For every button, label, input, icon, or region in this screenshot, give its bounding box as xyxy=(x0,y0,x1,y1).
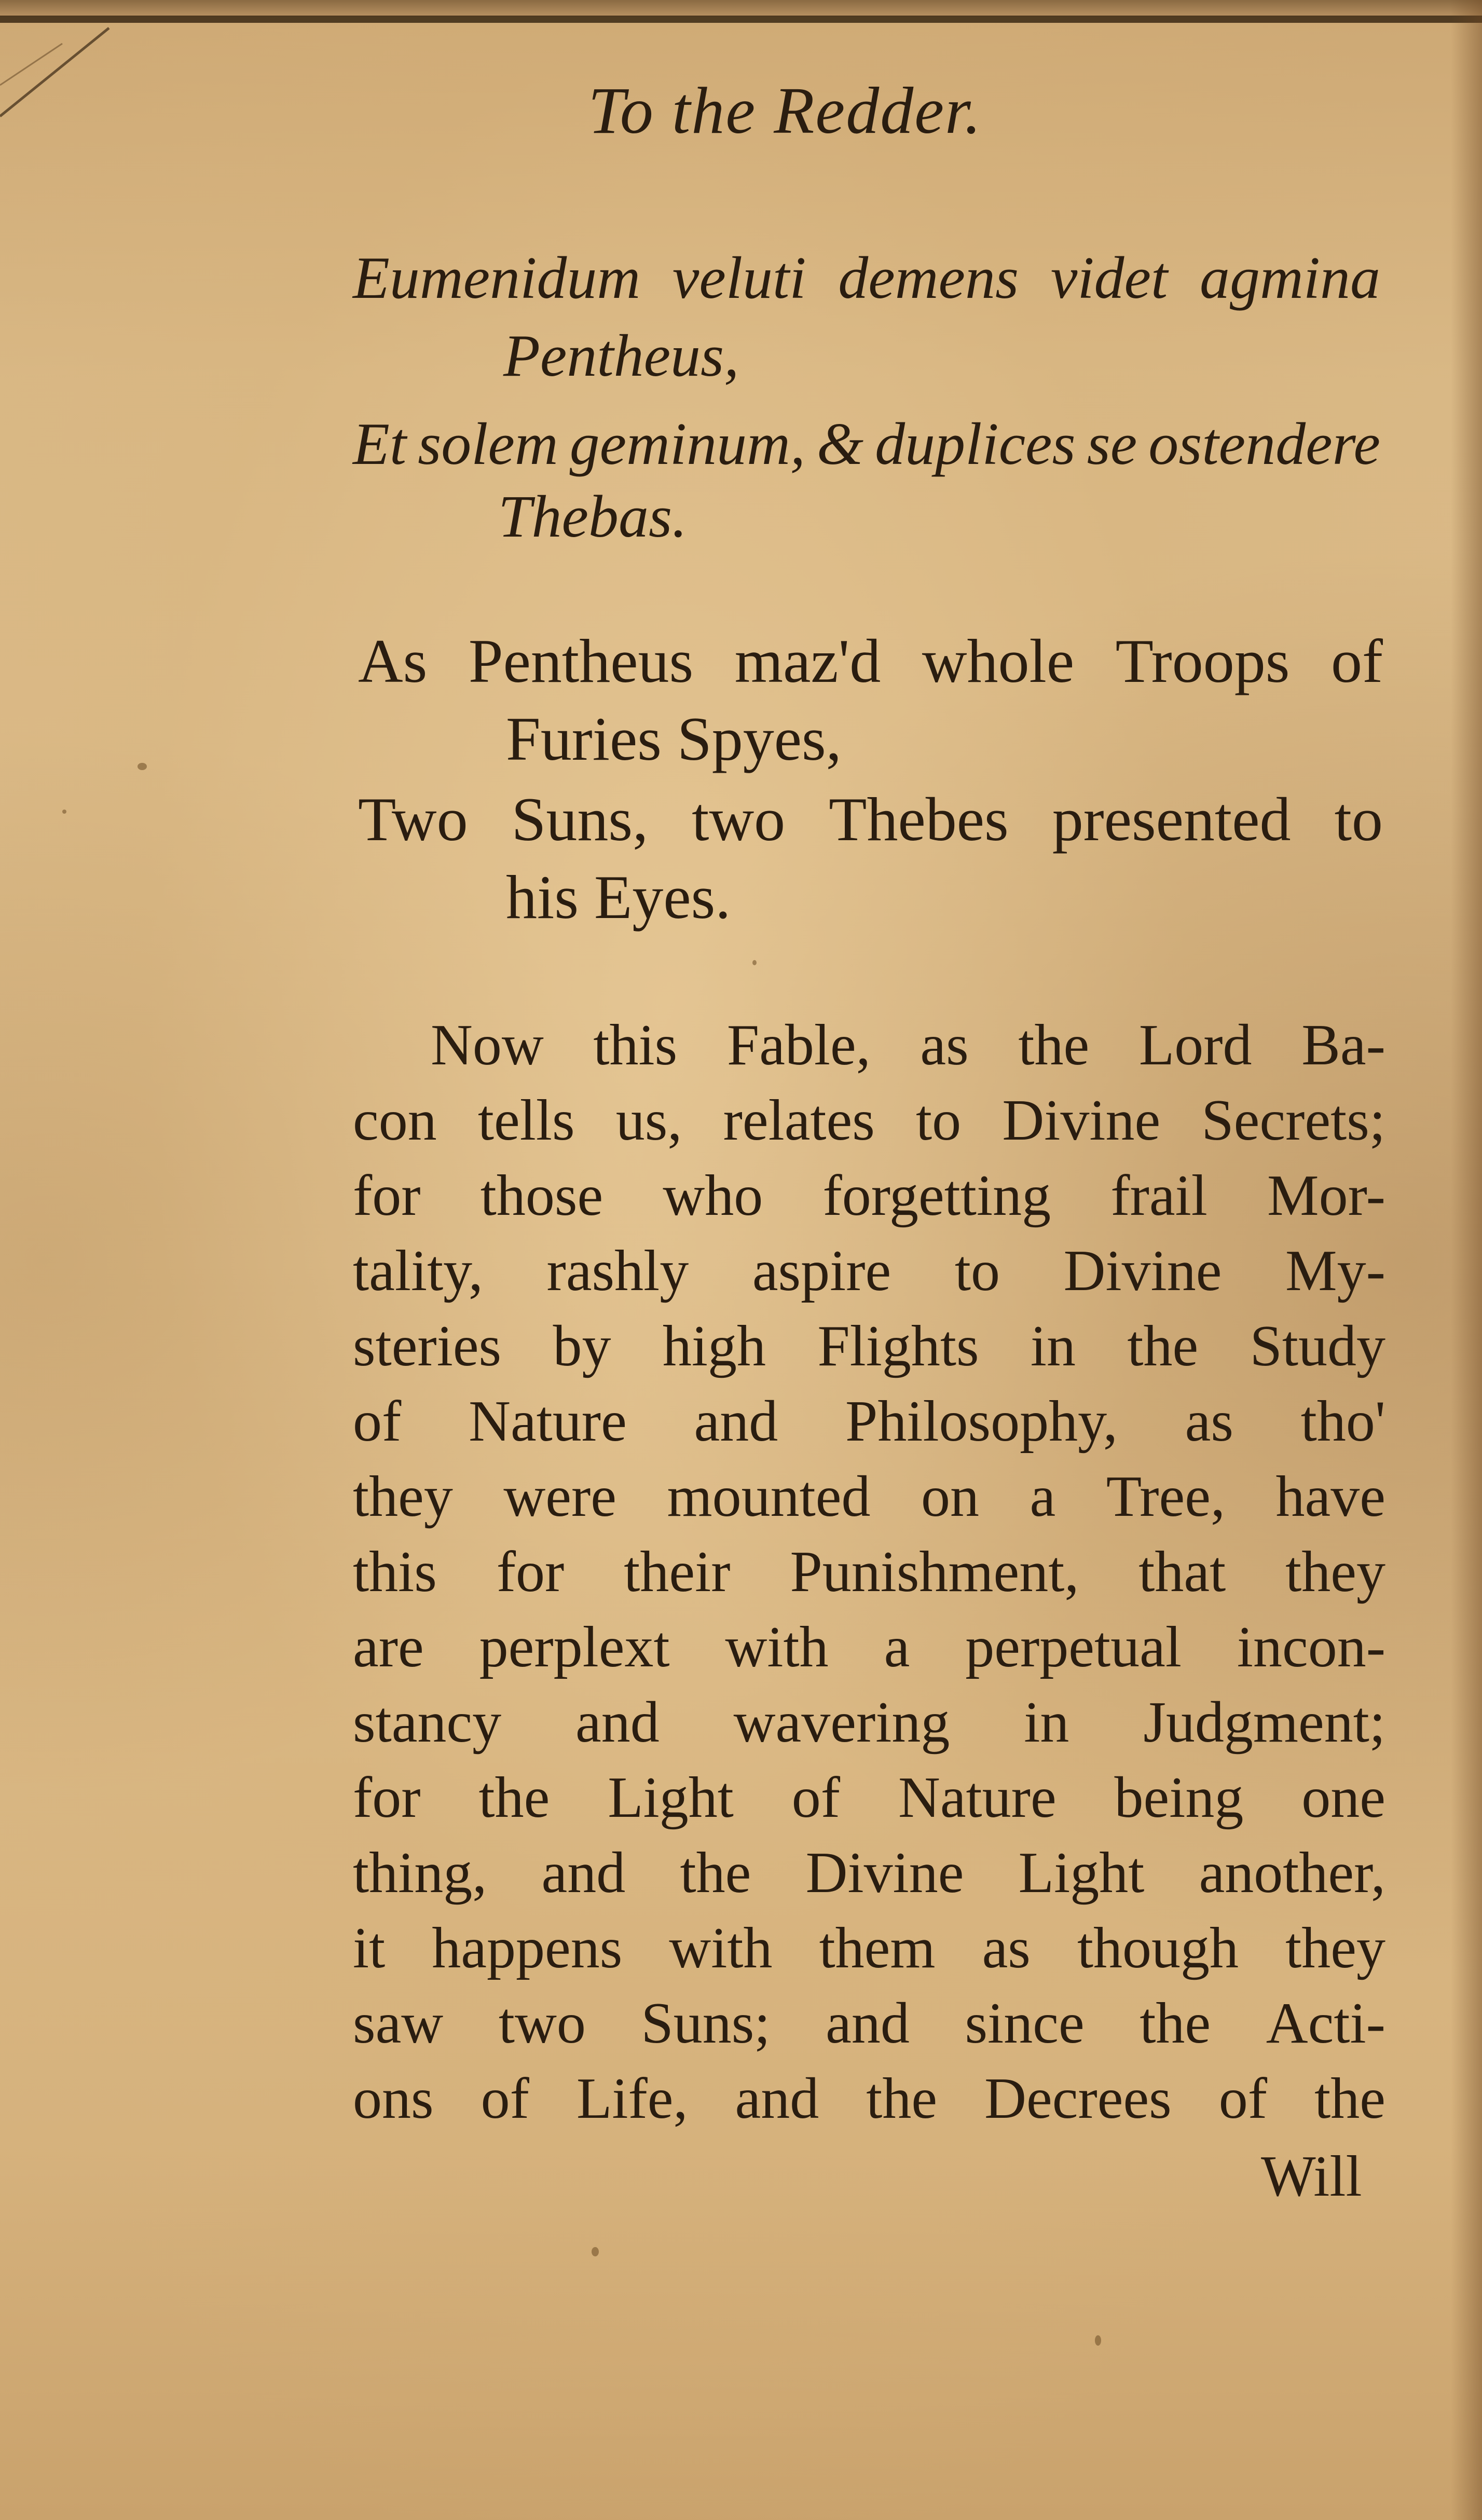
word: videt xyxy=(1050,245,1168,311)
english-verse-line xyxy=(358,625,1383,697)
word: incon- xyxy=(1237,1615,1385,1679)
word: the xyxy=(1314,2066,1385,2131)
prose-line xyxy=(353,1313,1385,1380)
word: veluti xyxy=(672,245,806,311)
prose-line xyxy=(353,2065,1385,2132)
word: for xyxy=(353,1163,421,1228)
word: the xyxy=(680,1841,751,1905)
word: steries xyxy=(353,1314,502,1378)
word: tells xyxy=(477,1088,575,1153)
word: whole xyxy=(922,626,1075,695)
word: My- xyxy=(1285,1239,1385,1303)
word: wavering xyxy=(733,1690,950,1755)
word: their xyxy=(624,1540,731,1604)
word: another, xyxy=(1199,1841,1385,1905)
word: frail xyxy=(1110,1163,1207,1228)
word: since xyxy=(965,1991,1085,2056)
word: one xyxy=(1301,1765,1385,1830)
word: As xyxy=(358,626,428,695)
word: saw xyxy=(353,1991,444,2056)
word: Suns, xyxy=(511,785,649,854)
prose-line xyxy=(353,1990,1385,2057)
word: ons xyxy=(353,2066,434,2131)
word: to xyxy=(916,1088,962,1153)
word: though xyxy=(1077,1916,1239,1980)
paper-speck xyxy=(752,960,757,965)
word: of xyxy=(481,2066,529,2131)
word: of xyxy=(353,1389,402,1454)
word: the xyxy=(1140,1991,1211,2056)
word: Acti- xyxy=(1266,1991,1385,2056)
catchword: Will xyxy=(1261,2144,1362,2209)
word: the xyxy=(1018,1013,1090,1077)
word: Tree, xyxy=(1106,1464,1225,1529)
word: geminum, xyxy=(569,411,805,477)
word: by xyxy=(553,1314,611,1378)
word: and xyxy=(541,1841,626,1905)
latin-verse-line xyxy=(353,244,1380,313)
prose-line xyxy=(353,1388,1385,1455)
word: Divine xyxy=(805,1841,964,1905)
word: of xyxy=(1330,626,1383,695)
word: stancy xyxy=(353,1690,502,1755)
word: the xyxy=(866,2066,938,2131)
latin-verse-line: Pentheus, xyxy=(503,323,739,389)
word: duplices xyxy=(875,411,1076,477)
word: Flights xyxy=(817,1314,979,1378)
word: as xyxy=(920,1013,969,1077)
word: of xyxy=(791,1765,841,1830)
prose-line xyxy=(353,1915,1385,1982)
word: and xyxy=(575,1690,660,1755)
word: being xyxy=(1114,1765,1244,1830)
english-verse-line xyxy=(358,784,1383,855)
word: Two xyxy=(358,785,468,854)
word: to xyxy=(1334,785,1383,854)
word: tality, xyxy=(353,1239,483,1303)
word: high xyxy=(662,1314,766,1378)
word: Light xyxy=(1018,1841,1145,1905)
word: Punishment, xyxy=(790,1540,1079,1604)
word: the xyxy=(1127,1314,1199,1378)
word: aspire xyxy=(752,1239,891,1303)
word: on xyxy=(921,1464,979,1529)
prose-line xyxy=(353,1764,1385,1831)
prose-line xyxy=(353,1463,1385,1530)
word: Nature xyxy=(898,1765,1056,1830)
paper-speck xyxy=(1095,2335,1101,2346)
word: Life, xyxy=(576,2066,688,2131)
word: those xyxy=(480,1163,603,1228)
word: of xyxy=(1218,2066,1268,2131)
latin-verse-line xyxy=(353,410,1380,479)
word: Divine xyxy=(1063,1239,1222,1303)
header-rule xyxy=(0,16,1482,23)
word: demens xyxy=(838,245,1019,311)
word: happens xyxy=(432,1916,623,1980)
word: Divine xyxy=(1002,1088,1161,1153)
word: Et xyxy=(353,411,407,477)
word: in xyxy=(1030,1314,1076,1378)
word: and xyxy=(735,2066,819,2131)
word: Light xyxy=(608,1765,734,1830)
word: rashly xyxy=(546,1239,689,1303)
word: Philosophy, xyxy=(845,1389,1118,1454)
word: relates xyxy=(723,1088,875,1153)
word: two xyxy=(498,1991,586,2056)
word: maz'd xyxy=(734,626,881,695)
word: Troops xyxy=(1115,626,1290,695)
word: are xyxy=(353,1615,424,1679)
latin-verse-line: Thebas. xyxy=(498,484,688,550)
word: the xyxy=(478,1765,550,1830)
word: and xyxy=(826,1991,910,2056)
word: thing, xyxy=(353,1841,487,1905)
word: mounted xyxy=(667,1464,871,1529)
word: as xyxy=(1185,1389,1233,1454)
word: agmina xyxy=(1200,245,1380,311)
paper-speck xyxy=(62,810,66,814)
word: that xyxy=(1138,1540,1226,1604)
english-verse-line: his Eyes. xyxy=(506,862,731,932)
word: Eumenidum xyxy=(353,245,641,311)
word: perplext xyxy=(479,1615,670,1679)
word: with xyxy=(725,1615,829,1679)
word: Decrees xyxy=(984,2066,1172,2131)
word: Judgment; xyxy=(1143,1690,1385,1755)
word: for xyxy=(496,1540,565,1604)
prose-line xyxy=(353,1840,1385,1907)
word: Fable, xyxy=(726,1013,871,1077)
word: ostendere xyxy=(1148,411,1380,477)
word: a xyxy=(1030,1464,1056,1529)
prose-line xyxy=(431,1012,1385,1079)
running-header: To the Redder. xyxy=(588,74,982,147)
prose-line xyxy=(353,1689,1385,1756)
english-verse-line: Furies Spyes, xyxy=(506,704,842,773)
prose-line xyxy=(353,1539,1385,1606)
word: tho' xyxy=(1300,1389,1385,1454)
word: solem xyxy=(418,411,558,477)
paper-speck xyxy=(138,763,147,770)
paper-speck xyxy=(592,2247,599,2256)
word: they xyxy=(1285,1540,1385,1604)
word: a xyxy=(884,1615,910,1679)
word: were xyxy=(503,1464,616,1529)
word: them xyxy=(819,1916,936,1980)
word: to xyxy=(954,1239,1000,1303)
word: Suns; xyxy=(641,1991,771,2056)
word: this xyxy=(353,1540,437,1604)
word: Thebes xyxy=(829,785,1009,854)
word: two xyxy=(692,785,786,854)
word: with xyxy=(669,1916,773,1980)
prose-line xyxy=(353,1087,1385,1154)
word: and xyxy=(694,1389,778,1454)
prose-line xyxy=(353,1238,1385,1305)
word: have xyxy=(1275,1464,1385,1529)
word: in xyxy=(1024,1690,1069,1755)
word: Secrets; xyxy=(1201,1088,1385,1153)
word: for xyxy=(353,1765,421,1830)
word: & xyxy=(816,411,864,477)
prose-line xyxy=(353,1614,1385,1681)
word: they xyxy=(1285,1916,1385,1980)
word: this xyxy=(593,1013,678,1077)
page-top-edge xyxy=(0,0,1482,17)
prose-line xyxy=(353,1162,1385,1229)
word: Pentheus xyxy=(468,626,694,695)
word: Study xyxy=(1250,1314,1385,1378)
word: they xyxy=(353,1464,453,1529)
word: perpetual xyxy=(965,1615,1182,1679)
binding-shadow xyxy=(1451,0,1482,2520)
word: con xyxy=(353,1088,437,1153)
word: Mor- xyxy=(1267,1163,1385,1228)
word: it xyxy=(353,1916,386,1980)
word: forgetting xyxy=(822,1163,1051,1228)
word: se xyxy=(1087,411,1137,477)
word: Ba- xyxy=(1301,1013,1385,1077)
word: presented xyxy=(1052,785,1291,854)
word: us, xyxy=(615,1088,682,1153)
word: as xyxy=(982,1916,1031,1980)
word: Now xyxy=(431,1013,544,1077)
word: who xyxy=(663,1163,763,1228)
word: Lord xyxy=(1138,1013,1252,1077)
word: Nature xyxy=(469,1389,627,1454)
